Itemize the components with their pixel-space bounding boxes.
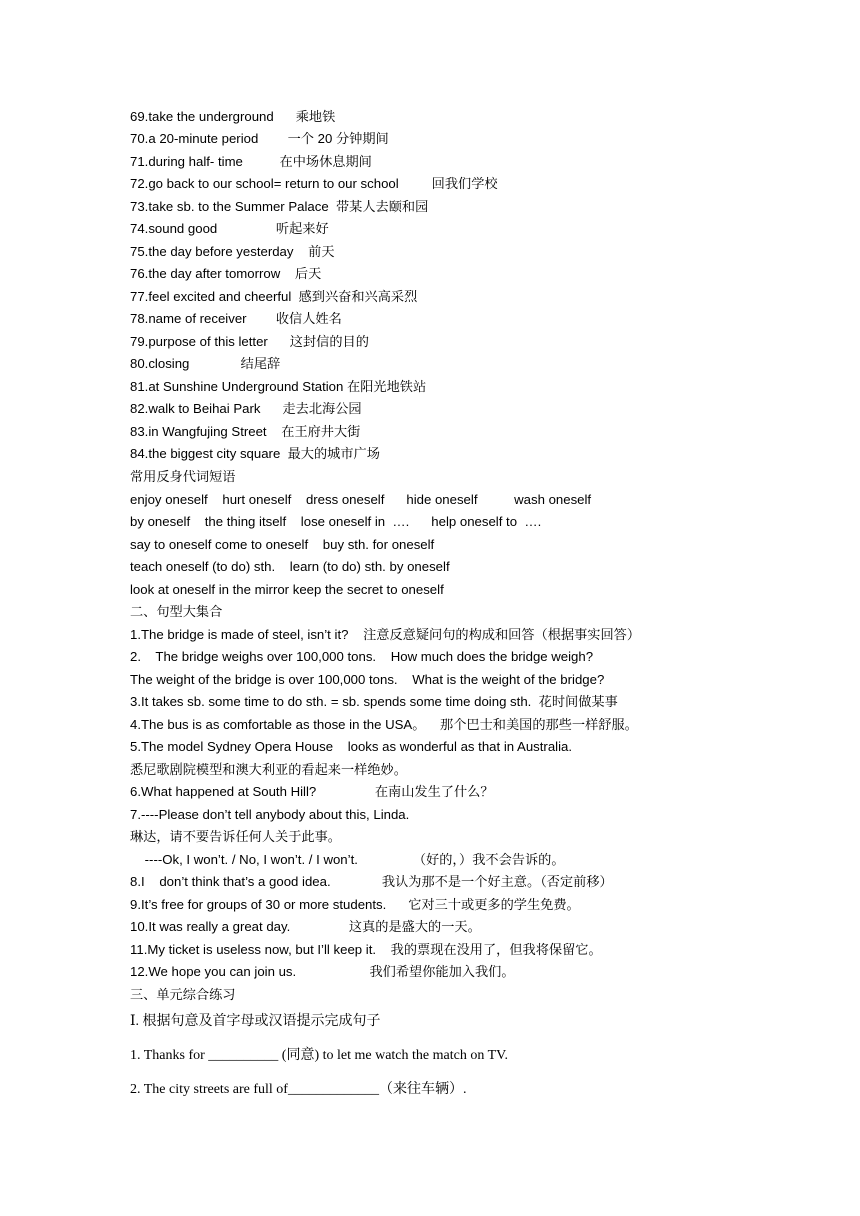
exercise-heading: Ⅰ. 根据句意及首字母或汉语提示完成句子 [130,1014,381,1029]
text-line: 78.name of receiver 收信人姓名 [130,311,342,326]
text-line: teach oneself (to do) sth. learn (to do) sth. by oneself [130,559,450,574]
text-line: 84.the biggest city square 最大的城市广场 [130,446,380,461]
text-line: 1.The bridge is made of steel, isn’t it? 注意反意疑问句的构成和回答（根据事实回答） [130,627,641,642]
text-line: The weight of the bridge is over 100,000 tons. What is the weight of the bridge? [130,672,605,687]
exercise-item: 2. The city streets are full of_____________（来往车辆）. [130,1082,467,1097]
text-line: 75.the day before yesterday 前天 [130,244,335,259]
text-line: 73.take sb. to the Summer Palace 带某人去颐和园 [130,199,429,214]
text-line: 5.The model Sydney Opera House looks as wonderful as that in Australia. [130,739,573,754]
text-line: 悉尼歌剧院模型和澳大利亚的看起来一样绝妙。 [130,762,407,777]
text-line: 74.sound good 听起来好 [130,221,329,236]
text-line: 琳达，请不要告诉任何人关于此事。 [130,829,341,844]
text-line: 4.The bus is as comfortable as those in the USA。 那个巴士和美国的那些一样舒服。 [130,717,638,732]
text-line: 10.It was really a great day. 这真的是盛大的一天。 [130,919,481,934]
text-line: say to oneself come to oneself buy sth. for oneself [130,537,435,552]
text-line: 80.closing 结尾辞 [130,356,281,371]
text-line: 70.a 20-minute period 一个 20 分钟期间 [130,131,389,146]
section-heading: 三、单元综合练习 [130,987,236,1002]
text-line: 71.during half- time 在中场休息期间 [130,154,372,169]
text-line: 82.walk to Beihai Park 走去北海公园 [130,401,362,416]
text-line: 3.It takes sb. some time to do sth. = sb. spends some time doing sth. 花时间做某事 [130,694,618,709]
text-line: 6.What happened at South Hill? 在南山发生了什么？ [130,784,494,799]
text-line: 9.It’s free for groups of 30 or more students. 它对三十或更多的学生免费。 [130,897,580,912]
text-line: 69.take the underground 乘地铁 [130,109,336,124]
text-line: 8.I don’t think that’s a good idea. 我认为那不是一个好主意。（否定前移） [130,874,613,889]
text-line: 77.feel excited and cheerful 感到兴奋和兴高采烈 [130,289,418,304]
text-line: 81.at Sunshine Underground Station 在阳光地铁站 [130,379,427,394]
text-line: 72.go back to our school= return to our school 回我们学校 [130,176,498,191]
text-line: 79.purpose of this letter 这封信的目的 [130,334,369,349]
text-line: 7.----Please don’t tell anybody about this, Linda. [130,807,410,822]
section-heading: 二、句型大集合 [130,604,223,619]
text-line: 76.the day after tomorrow 后天 [130,266,322,281]
text-line: 83.in Wangfujing Street 在王府井大街 [130,424,361,439]
text-line: look at oneself in the mirror keep the secret to oneself [130,582,444,597]
text-line: enjoy oneself hurt oneself dress oneself hide oneself wash oneself [130,492,592,507]
text-line: 12.We hope you can join us. 我们希望你能加入我们。 [130,964,515,979]
exercise-item: 1. Thanks for __________ (同意) to let me watch the match on TV. [130,1048,508,1063]
text-line: 2. The bridge weighs over 100,000 tons. How much does the bridge weigh? [130,649,594,664]
text-line: 11.My ticket is useless now, but I’ll keep it. 我的票现在没用了，但我将保留它。 [130,942,602,957]
text-line: by oneself the thing itself lose oneself in …. help oneself to …. [130,514,542,529]
text-line: ----Ok, I won’t. / No, I won’t. / I won’t. （好的，）我不会告诉的。 [130,852,565,867]
section-heading: 常用反身代词短语 [130,469,236,484]
